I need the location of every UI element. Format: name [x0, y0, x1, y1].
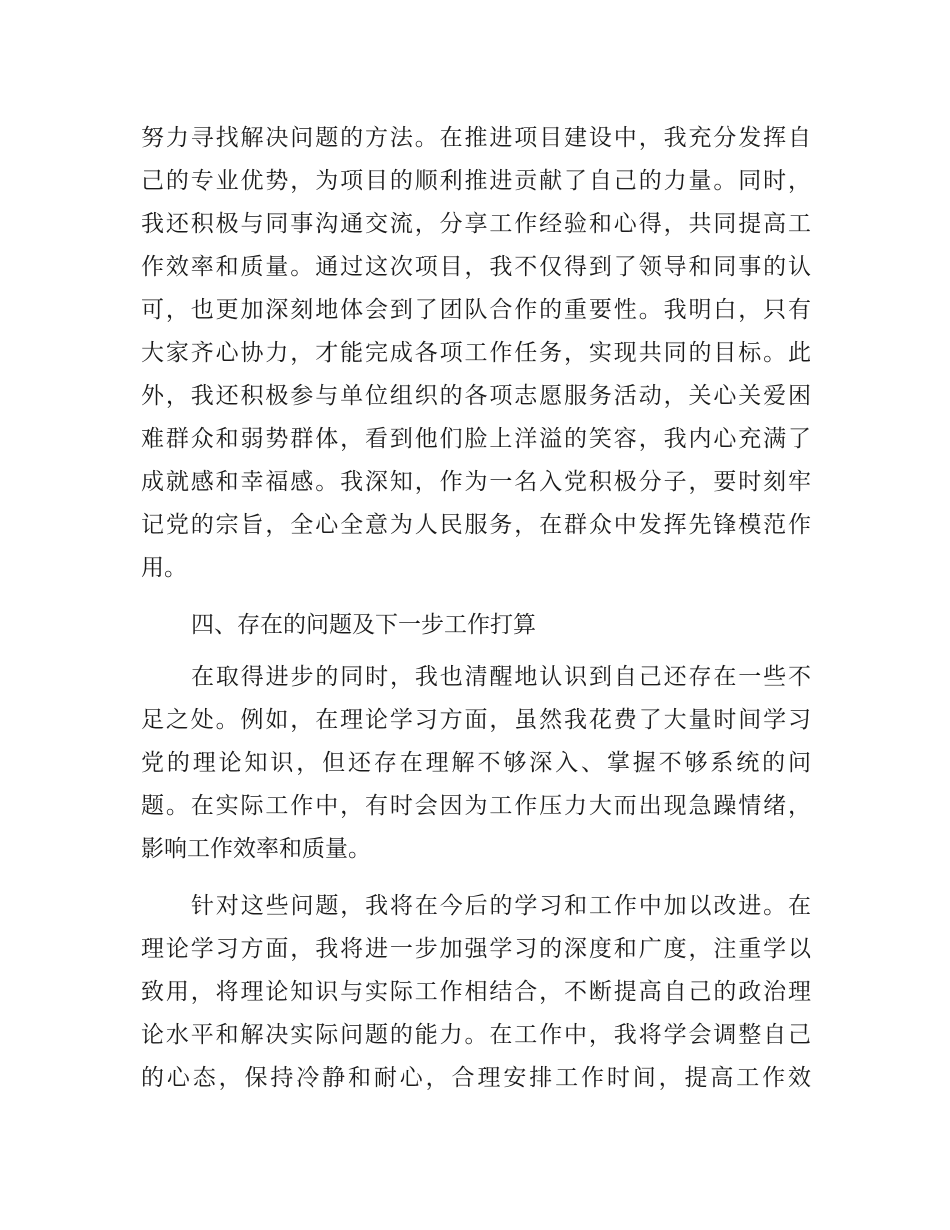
paragraph-3-line-1: 针对这些问题，我将在今后的学习和工作中加以改进。在: [191, 893, 811, 919]
paragraph-2-line-5: 影响工作效率和质量。: [141, 836, 371, 862]
paragraph-1-line-7: 外，我还积极参与单位组织的各项志愿服务活动，关心关爱困: [141, 383, 811, 409]
paragraph-1-line-5: 可，也更加深刻地体会到了团队合作的重要性。我明白，只有: [141, 297, 811, 323]
paragraph-1-line-2: 己的专业优势，为项目的顺利推进贡献了自己的力量。同时，: [141, 168, 811, 194]
paragraph-1-line-3: 我还积极与同事沟通交流，分享工作经验和心得，共同提高工: [141, 211, 811, 237]
paragraph-3-line-4: 论水平和解决实际问题的能力。在工作中，我将学会调整自己: [141, 1022, 811, 1048]
paragraph-2-line-1: 在取得进步的同时，我也清醒地认识到自己还存在一些不: [191, 664, 811, 690]
paragraph-1-line-4: 作效率和质量。通过这次项目，我不仅得到了领导和同事的认: [141, 254, 811, 280]
paragraph-1-line-10: 记党的宗旨，全心全意为人民服务，在群众中发挥先锋模范作: [141, 512, 811, 538]
paragraph-1-line-1: 努力寻找解决问题的方法。在推进项目建设中，我充分发挥自: [141, 125, 811, 151]
paragraph-1-line-6: 大家齐心协力，才能完成各项工作任务，实现共同的目标。此: [141, 340, 811, 366]
paragraph-1-line-8: 难群众和弱势群体，看到他们脸上洋溢的笑容，我内心充满了: [141, 426, 811, 452]
paragraph-1-line-9: 成就感和幸福感。我深知，作为一名入党积极分子，要时刻牢: [141, 469, 811, 495]
paragraph-2-line-2: 足之处。例如，在理论学习方面，虽然我花费了大量时间学习: [141, 707, 811, 733]
paragraph-2-line-4: 题。在实际工作中，有时会因为工作压力大而出现急躁情绪，: [141, 793, 811, 819]
paragraph-3-line-2: 理论学习方面，我将进一步加强学习的深度和广度，注重学以: [141, 936, 811, 962]
paragraph-3-line-3: 致用，将理论知识与实际工作相结合，不断提高自己的政治理: [141, 979, 811, 1005]
section-heading-4: 四、存在的问题及下一步工作打算: [191, 612, 536, 638]
paragraph-2-line-3: 党的理论知识，但还存在理解不够深入、掌握不够系统的问: [141, 750, 811, 776]
paragraph-3-line-5: 的心态，保持冷静和耐心，合理安排工作时间，提高工作效: [141, 1065, 811, 1091]
paragraph-1-line-11: 用。: [141, 555, 187, 581]
